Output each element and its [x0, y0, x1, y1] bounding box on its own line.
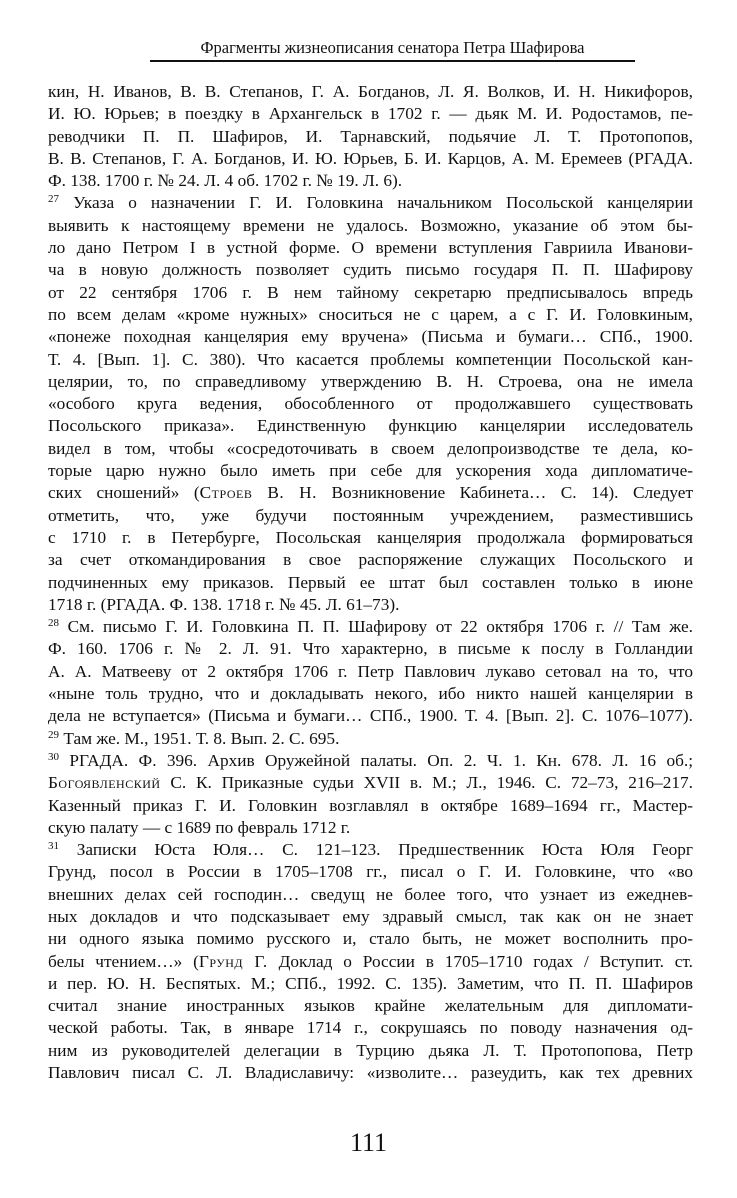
text-run: Казенный приказ Г. И. Головкин возглавлял в октябре 1689–1694 гг., Мастер- [48, 795, 693, 815]
text-line [48, 192, 693, 214]
text-line [48, 237, 693, 259]
text-run: А. А. Матвееву от 2 октября 1706 г. Петр Павлович лукаво сетовал на то, что [48, 661, 693, 681]
text-line [48, 616, 693, 638]
author-name: Богоявленский [48, 773, 161, 793]
text-line [48, 304, 693, 326]
text-line [48, 549, 693, 571]
author-name: Строев В. Н. [199, 483, 317, 503]
text-line [48, 349, 693, 371]
text-run: по всем делам «кроме нужных» сноситься не с царем, а с Г. И. Головкиным, [48, 304, 693, 324]
text-run: от 22 сентября 1706 г. В нем тайному секретарю предписывалось впредь [48, 282, 693, 302]
text-line [48, 861, 693, 883]
text-line [48, 705, 693, 727]
text-line [48, 148, 693, 170]
text-run: отметить, что, уже будучи постоянным учреждением, разместившись [48, 505, 693, 525]
text-run: ских сношений» ( [48, 483, 200, 503]
text-line [48, 995, 693, 1017]
text-run: ных докладов и что подсказывает ему здравый смысл, так как он не знает [48, 906, 693, 926]
footnote-number: 29 [48, 728, 59, 741]
text-line [48, 661, 693, 683]
text-line [48, 393, 693, 415]
text-line [48, 103, 693, 125]
text-run: ло дано Петром I в устной форме. О времени вступления Гавриила Иванови- [48, 238, 693, 258]
text-run: подчиненных ему приказов. Первый ее штат был составлен только в июне [48, 572, 693, 592]
text-run: кин, Н. Иванов, В. В. Степанов, Г. А. Богданов, Л. Я. Волков, И. Н. Никифоров, [48, 82, 693, 101]
text-line [48, 839, 693, 861]
text-line [48, 215, 693, 237]
text-run: внешних делах сей господин… сведущ не более того, что узнает из ежеднев- [48, 884, 693, 904]
text-run: «понеже походная канцелярия ему вручена» (Письма и бумаги… СПб., 1900. [48, 327, 693, 347]
text-run: Павлович писал С. Л. Владиславичу: «изволите… разеудить, как тех древних [48, 1063, 693, 1083]
text-line [48, 527, 693, 549]
footnotes-text [48, 81, 693, 1084]
text-line [48, 795, 693, 817]
text-line [48, 259, 693, 281]
text-run: 1718 г. (РГАДА. Ф. 138. 1718 г. № 45. Л. 61–73). [48, 594, 400, 614]
text-run: Указа о назначении Г. И. Головкина начальником Посольской канцелярии [59, 193, 693, 213]
text-run: выявить к настоящему времени не удалось. Возможно, указание об этом бы- [48, 215, 693, 235]
text-run: Доклад о России в 1705–1710 годах / Вступит. ст. [267, 951, 693, 971]
text-run: белы чтением…» ( [48, 951, 199, 971]
text-run: торые царю нужно было иметь при себе для ускорения хода дипломатиче- [48, 461, 693, 481]
text-run: дела не вступается» (Письма и бумаги… СПб., 1900. Т. 4. [Вып. 2]. С. 1076–1077). [48, 706, 693, 726]
text-run: «особого круга ведения, обособленного от продолжавшего существовать [48, 394, 693, 414]
text-run: Грунд, посол в России в 1705–1708 гг., писал о Г. И. Головкине, что «во [48, 862, 693, 882]
text-line [48, 438, 693, 460]
text-line [48, 415, 693, 437]
text-line [48, 81, 693, 103]
text-run: С. К. Приказные судьи XVII в. М.; Л., 1946. С. 72–73, 216–217. [160, 773, 693, 793]
text-line [48, 1040, 693, 1062]
text-run: ни одного языка помимо русского и, стало быть, не может восполнить про- [48, 929, 693, 949]
text-line [48, 572, 693, 594]
text-run: См. письмо Г. И. Головкина П. П. Шафирову от 22 октября 1706 г. // Там же. [59, 617, 693, 637]
text-line [48, 126, 693, 148]
text-line [48, 750, 693, 772]
text-line [48, 951, 693, 973]
text-line [48, 505, 693, 527]
text-line [48, 326, 693, 348]
text-line [48, 594, 693, 616]
text-run: РГАДА. Ф. 396. Архив Оружейной палаты. Оп. 2. Ч. 1. Кн. 678. Л. 16 об.; [59, 750, 693, 770]
footnote-number: 30 [48, 750, 59, 763]
text-line [48, 906, 693, 928]
text-line [48, 973, 693, 995]
text-run: ним из руководителей делегации в Турцию дьяка Л. Т. Протопопова, Петр [48, 1040, 693, 1060]
footnote-number: 27 [48, 193, 59, 206]
text-run: Там же. М., 1951. Т. 8. Вып. 2. С. 695. [59, 728, 340, 748]
text-line [48, 482, 693, 504]
footnote-number: 31 [48, 840, 59, 853]
text-run: реводчики П. П. Шафиров, И. Тарнавский, подьячие Л. Т. Протопопов, [48, 126, 693, 146]
text-run: В. В. Степанов, Г. А. Богданов, И. Ю. Юрьев, Б. И. Карцов, А. М. Еремеев (РГАДА. [48, 148, 693, 168]
text-run: ческой работы. Так, в январе 1714 г., сокрушаясь по поводу назначения од- [48, 1018, 693, 1038]
text-line [48, 282, 693, 304]
text-line [48, 817, 693, 839]
text-run: Т. 4. [Вып. 1]. С. 380). Что касается проблемы компетенции Посольской кан- [48, 349, 693, 369]
page-number: 111 [349, 1128, 388, 1157]
text-line [48, 1062, 693, 1084]
text-line [48, 460, 693, 482]
text-line [48, 728, 693, 750]
text-line [48, 638, 693, 660]
text-run: целярии, то, по справедливому утверждению В. Н. Строева, она не имела [48, 371, 693, 391]
text-line [48, 884, 693, 906]
text-run: считал знание иностранных языков крайне желательным для дипломати- [48, 996, 693, 1016]
text-line [48, 772, 693, 794]
text-line [48, 928, 693, 950]
text-line [48, 371, 693, 393]
text-run: И. Ю. Юрьев; в поездку в Архангельск в 1702 г. — дьяк М. И. Родостамов, пе- [48, 104, 693, 124]
text-run: Возникновение Кабинета… С. 14). Следует [316, 483, 693, 503]
text-run: скую палату — с 1689 по февраль 1712 г. [48, 817, 351, 837]
text-run: Ф. 160. 1706 г. № 2. Л. 91. Что характерно, в письме к послу в Голландии [48, 639, 693, 659]
text-line [48, 1017, 693, 1039]
text-run: «ныне толь трудно, что и докладывать некого, ибо никто нашей канцелярии в [48, 684, 693, 704]
running-head: Фрагменты жизнеописания сенатора Петра Шафирова [150, 38, 635, 62]
text-run: Посольского приказа». Единственную функцию канцелярии исследователь [48, 416, 693, 436]
text-run: с 1710 г. в Петербурге, Посольская канцелярия продолжала формироваться [48, 527, 693, 547]
text-line [48, 170, 693, 192]
text-run: Записки Юста Юля… С. 121–123. Предшественник Юста Юля Георг [59, 840, 693, 860]
footnote-number: 28 [48, 617, 59, 630]
text-line [48, 683, 693, 705]
author-name: Грунд Г. [198, 951, 268, 971]
text-run: за счет откомандирования в свое распоряжение служащих Посольского и [48, 550, 693, 570]
text-run: ча в новую должность позволяет судить письмо государя П. П. Шафирову [48, 260, 693, 280]
text-run: видел в том, чтобы «сосредоточивать в своем делопроизводстве те дела, ко- [48, 438, 693, 458]
text-run: и пер. Ю. Н. Беспятых. М.; СПб., 1992. С. 135). Заметим, что П. П. Шафиров [48, 973, 693, 993]
text-run: Ф. 138. 1700 г. № 24. Л. 4 об. 1702 г. № 19. Л. 6). [48, 171, 403, 191]
